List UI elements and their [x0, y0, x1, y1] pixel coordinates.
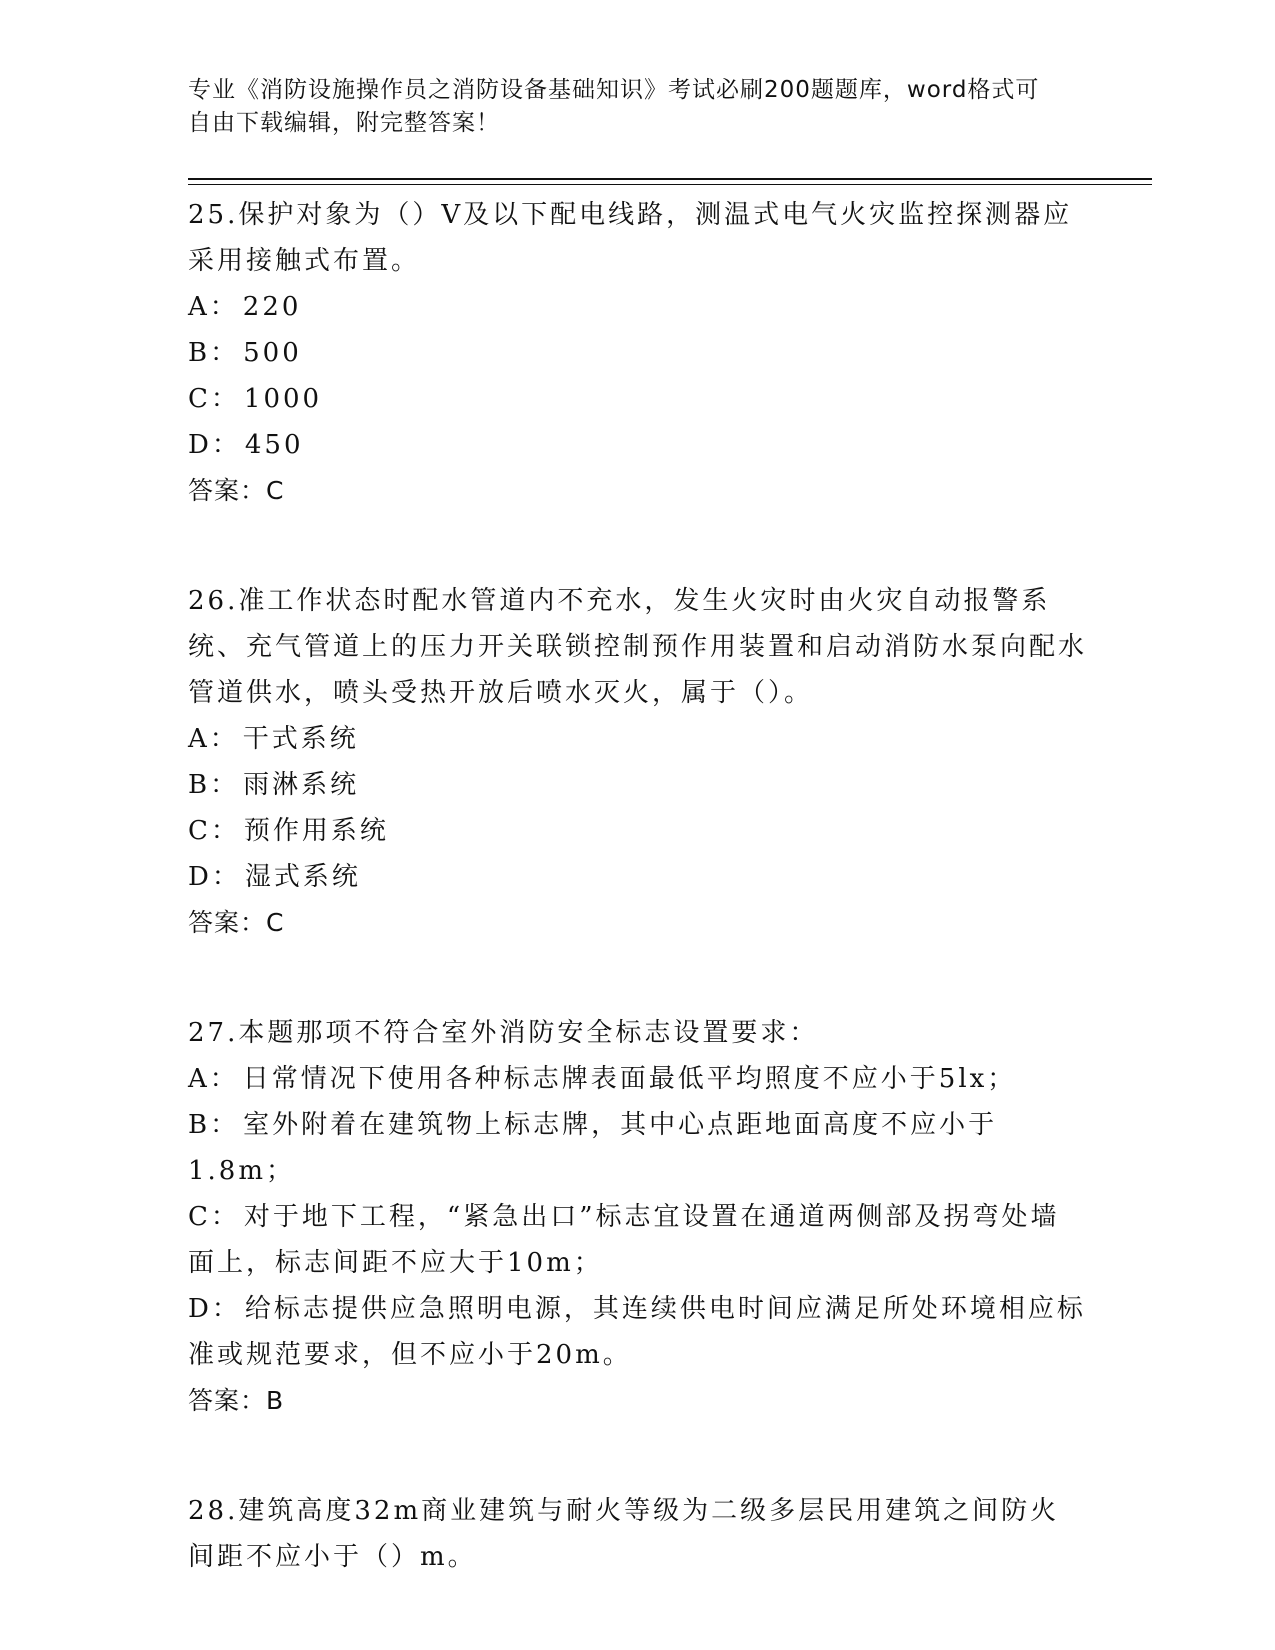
option-text: 450 [244, 430, 304, 460]
option-c [188, 808, 1088, 854]
question-number: 26. [188, 586, 239, 616]
option-d [188, 854, 1088, 900]
option-c [188, 376, 1088, 422]
option-text: 日常情况下使用各种标志牌表面最低平均照度不应小于5lx； [242, 1064, 1017, 1094]
answer-line: 答案：C [188, 908, 285, 937]
question-25 [188, 192, 1088, 514]
option-key: B： [188, 1110, 240, 1140]
option-text: 干式系统 [242, 724, 359, 754]
question-stem: 保护对象为（）V及以下配电线路，测温式电气火灾监控探测器应采用接触式布置。 [188, 200, 1073, 276]
question-list [188, 192, 1088, 1580]
option-key: C： [188, 816, 240, 846]
option-b [188, 1102, 1088, 1194]
question-text [188, 578, 1088, 716]
option-text: 给标志提供应急照明电源，其连续供电时间应满足所处环境相应标准或规范要求，但不应小于20m。 [188, 1294, 1086, 1370]
option-a [188, 284, 1088, 330]
answer-line: 答案：C [188, 476, 285, 505]
option-key: A： [188, 292, 239, 322]
question-stem: 建筑高度32m商业建筑与耐火等级为二级多层民用建筑之间防火间距不应小于（）m。 [188, 1496, 1060, 1572]
question-number: 25. [188, 200, 239, 230]
option-d [188, 422, 1088, 468]
header-line-2: 自由下载编辑，附完整答案！ [188, 110, 500, 136]
header-line-1: 专业《消防设施操作员之消防设备基础知识》考试必刷200题题库，word格式可 [188, 77, 1040, 103]
option-c [188, 1194, 1088, 1286]
option-key: D： [188, 1294, 241, 1324]
header-rule-thin [188, 184, 1152, 185]
question-number: 28. [188, 1496, 239, 1526]
option-a [188, 1056, 1088, 1102]
option-key: B： [188, 770, 240, 800]
question-27 [188, 1010, 1088, 1424]
document-header [188, 74, 1088, 140]
header-rule-thick [188, 178, 1152, 180]
option-text: 1000 [243, 384, 323, 414]
option-key: C： [188, 1202, 240, 1232]
question-26 [188, 578, 1088, 946]
question-stem: 本题那项不符合室外消防安全标志设置要求： [238, 1018, 819, 1048]
option-text: 湿式系统 [244, 862, 361, 892]
option-text: 220 [242, 292, 302, 322]
option-key: D： [188, 862, 241, 892]
option-b [188, 762, 1088, 808]
option-text: 雨淋系统 [243, 770, 360, 800]
option-text: 室外附着在建筑物上标志牌，其中心点距地面高度不应小于1.8m； [188, 1110, 998, 1186]
answer-line: 答案：B [188, 1386, 285, 1415]
option-b [188, 330, 1088, 376]
question-28 [188, 1488, 1088, 1580]
option-key: D： [188, 430, 241, 460]
question-text [188, 1488, 1088, 1580]
option-text: 预作用系统 [243, 816, 389, 846]
option-d [188, 1286, 1088, 1378]
option-text: 对于地下工程，“紧急出口”标志宜设置在通道两侧部及拐弯处墙面上，标志间距不应大于10m； [188, 1202, 1060, 1278]
question-text [188, 1010, 1088, 1056]
question-text [188, 192, 1088, 284]
option-key: A： [188, 1064, 239, 1094]
option-key: C： [188, 384, 240, 414]
option-text: 500 [243, 338, 302, 368]
question-stem: 准工作状态时配水管道内不充水，发生火灾时由火灾自动报警系统、充气管道上的压力开关联锁控制预作用装置和启动消防水泵向配水管道供水，喷头受热开放后喷水灭火，属于（）。 [188, 586, 1088, 708]
question-number: 27. [188, 1018, 239, 1048]
option-key: B： [188, 338, 240, 368]
option-a [188, 716, 1088, 762]
option-key: A： [188, 724, 239, 754]
